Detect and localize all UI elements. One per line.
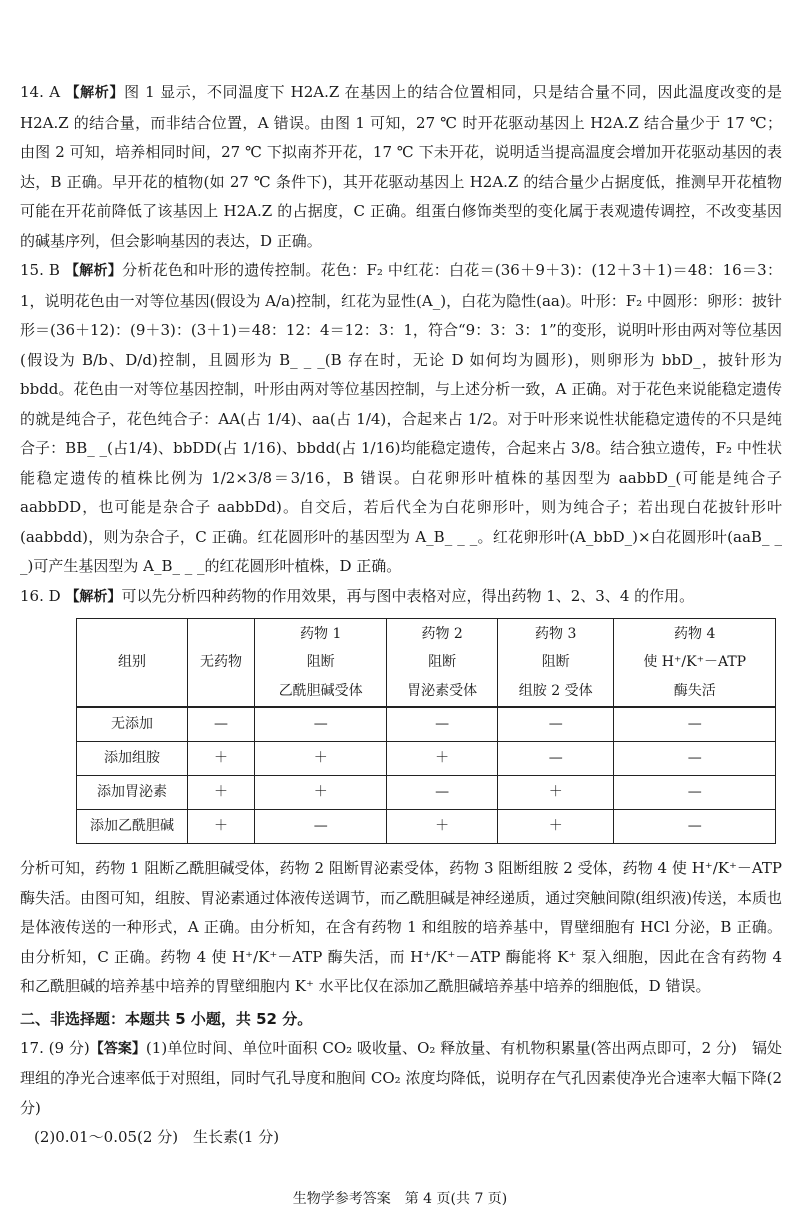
- q14-analysis-tag: 【解析】: [65, 85, 125, 101]
- q15-number: 15. B: [20, 261, 60, 279]
- drug3-effect-line2: 组胺 2 受体: [497, 676, 614, 707]
- q16-analysis-tag: 【解析】: [65, 588, 122, 605]
- question-14: [20, 78, 782, 256]
- drug2-effect-line1: 阻断: [387, 649, 498, 676]
- cell: —: [255, 810, 387, 844]
- cell: —: [255, 707, 387, 742]
- q16-analysis: 分析可知，药物 1 阻断乙酰胆碱受体，药物 2 阻断胃泌素受体，药物 3 阻断组胺 2 受体，药物 4 使 H⁺/K⁺－ATP 酶失活。由图可知，组胺、胃泌素通过体液传送调节，而乙酰胆碱是神经递质，通过突触间隙(组织液)传送，本质也是体液传送的一种形式，A 正确。由分析知，在含有药物 1 和组胺的培养基中，胃壁细胞有 HCl 分泌，B 正确。由分析知，C 正确。药物 4 使 H⁺/K⁺－ATP 酶失活，而 H⁺/K⁺－ATP 酶能将 K⁺ 泵入细胞，因此在含有药物 4 和乙酰胆碱的培养基中培养的胃壁细胞内 K⁺ 水平比仅在添加乙酰胆碱培养基中培养的细胞低，D 错误。: [20, 859, 782, 995]
- table-header-drug3: 药物 3: [497, 619, 614, 650]
- row-label: 添加组胺: [77, 742, 188, 776]
- question-16: [20, 582, 782, 613]
- row-label: 无添加: [77, 707, 188, 742]
- cell: ＋: [255, 776, 387, 810]
- cell: ＋: [188, 776, 255, 810]
- table-header-drug2: 药物 2: [387, 619, 498, 650]
- cell: —: [387, 707, 498, 742]
- table-row: [77, 810, 776, 844]
- section-heading-nonchoice: 二、非选择题：本题共 5 小题，共 52 分。: [20, 1009, 313, 1028]
- cell: —: [614, 707, 776, 742]
- q15-text: 分析花色和叶形的遗传控制。花色：F₂ 中红花：白花＝(36＋9＋3)：(12＋3＋1)＝48：16＝3：1，说明花色由一对等位基因(假设为 A/a)控制，红花为显性(A_)，白花为隐性(aa)。叶形：F₂ 中圆形：卵形：披针形＝(36＋12)：(9＋3)：(3＋1)＝48：12：4＝12：3：1，符合“9：3：3：1”的变形，说明叶形由两对等位基因(假设为 B/b、D/d)控制，且圆形为 B_ _ _(B 存在时，无论 D 如何均为圆形)，则卵形为 bbD_，披针形为 bbdd。花色由一对等位基因控制，叶形由两对等位基因控制，与上述分析一致，A 正确。对于花色来说能稳定遗传的就是纯合子，花色纯合子：AA(占 1/4)、aa(占 1/4)，合起来占 1/2。对于叶形来说性状能稳定遗传的不只是纯合子：BB_ _(占1/4)、bbDD(占 1/16)、bbdd(占 1/16)均能稳定遗传，合起来占 3/8。结合独立遗传，F₂ 中性状能稳定遗传的植株比例为 1/2×3/8＝3/16，B 错误。白花卵形叶植株的基因型为 aabbD_(可能是纯合子 aabbDD，也可能是杂合子 aabbDd)。自交后，若后代全为白花卵形叶，则为纯合子；若出现白花披针形叶(aabbdd)，则为杂合子，C 正确。红花圆形叶的基因型为 A_B_ _ _。红花卵形叶(A_bbD_)×白花圆形叶(aaB_ _ _)可产生基因型为 A_B_ _ _的红花圆形叶植株，D 正确。: [20, 261, 782, 575]
- row-label: 添加胃泌素: [77, 776, 188, 810]
- drug4-effect-line1: 使 H⁺/K⁺－ATP: [614, 649, 776, 676]
- cell: ＋: [188, 810, 255, 844]
- page-footer: 生物学参考答案 第 4 页(共 7 页): [292, 1191, 508, 1207]
- table-row: [77, 707, 776, 742]
- drug2-effect-line2: 胃泌素受体: [387, 676, 498, 707]
- table-row: [77, 742, 776, 776]
- table-header-group: 组别: [77, 619, 188, 708]
- drug4-effect-line2: 酶失活: [614, 676, 776, 707]
- cell: ＋: [497, 810, 614, 844]
- table-row: [77, 776, 776, 810]
- cell: —: [614, 776, 776, 810]
- cell: ＋: [497, 776, 614, 810]
- q17-part1: (1)单位时间、单位叶面积 CO₂ 吸收量、O₂ 释放量、有机物积累量(答出两点即可，2 分) 镉处理组的净光合速率低于对照组，同时气孔导度和胞间 CO₂ 浓度均降低，说明存在气孔因素使净光合速率大幅下降(2 分): [20, 1038, 783, 1117]
- cell: ＋: [255, 742, 387, 776]
- cell: —: [497, 707, 614, 742]
- table-header-drug4: 药物 4: [614, 619, 776, 650]
- cell: —: [614, 810, 776, 844]
- q16-intro: 可以先分析四种药物的作用效果，再与图中表格对应，得出药物 1、2、3、4 的作用。: [121, 586, 695, 605]
- answer-page: [20, 78, 782, 1153]
- question-17: [20, 1034, 782, 1124]
- q15-analysis-tag: 【解析】: [64, 263, 123, 279]
- q16-number: 16. D: [20, 586, 61, 605]
- cell: —: [497, 742, 614, 776]
- drug1-effect-line1: 阻断: [255, 649, 387, 676]
- drug1-effect-line2: 乙酰胆碱受体: [255, 676, 387, 707]
- cell: —: [188, 707, 255, 742]
- drug-effect-table: [76, 618, 776, 844]
- cell: —: [387, 776, 498, 810]
- table-header-no-drug: 无药物: [188, 619, 255, 708]
- cell: —: [614, 742, 776, 776]
- row-label: 添加乙酰胆碱: [77, 810, 188, 844]
- question-15: [20, 256, 782, 582]
- q17-answer-tag: 【答案】: [89, 1040, 146, 1057]
- table-header-drug1: 药物 1: [255, 619, 387, 650]
- cell: ＋: [387, 742, 498, 776]
- cell: ＋: [188, 742, 255, 776]
- drug3-effect-line1: 阻断: [497, 649, 614, 676]
- q17-number: 17. (9 分): [20, 1038, 90, 1057]
- q14-number: 14. A: [20, 83, 61, 101]
- q14-text: 图 1 显示，不同温度下 H2A.Z 在基因上的结合位置相同，只是结合量不同，因此温度改变的是 H2A.Z 的结合量，而非结合位置，A 错误。由图 1 可知，27 ℃ 时开花驱动基因上 H2A.Z 结合量少于 17 ℃；由图 2 可知，培养相同时间，27 ℃ 下拟南芥开花，17 ℃ 下未开花，说明适当提高温度会增加开花驱动基因的表达，B 正确。早开花的植物(如 27 ℃ 条件下)，其开花驱动基因上 H2A.Z 的结合量少占据度低，推测早开花植物可能在开花前降低了该基因上 H2A.Z 的占据度，C 正确。组蛋白修饰类型的变化属于表观遗传调控，不改变基因的碱基序列，但会影响基因的表达，D 正确。: [20, 83, 782, 250]
- q17-part2: (2)0.01～0.05(2 分) 生长素(1 分): [34, 1128, 280, 1146]
- cell: ＋: [387, 810, 498, 844]
